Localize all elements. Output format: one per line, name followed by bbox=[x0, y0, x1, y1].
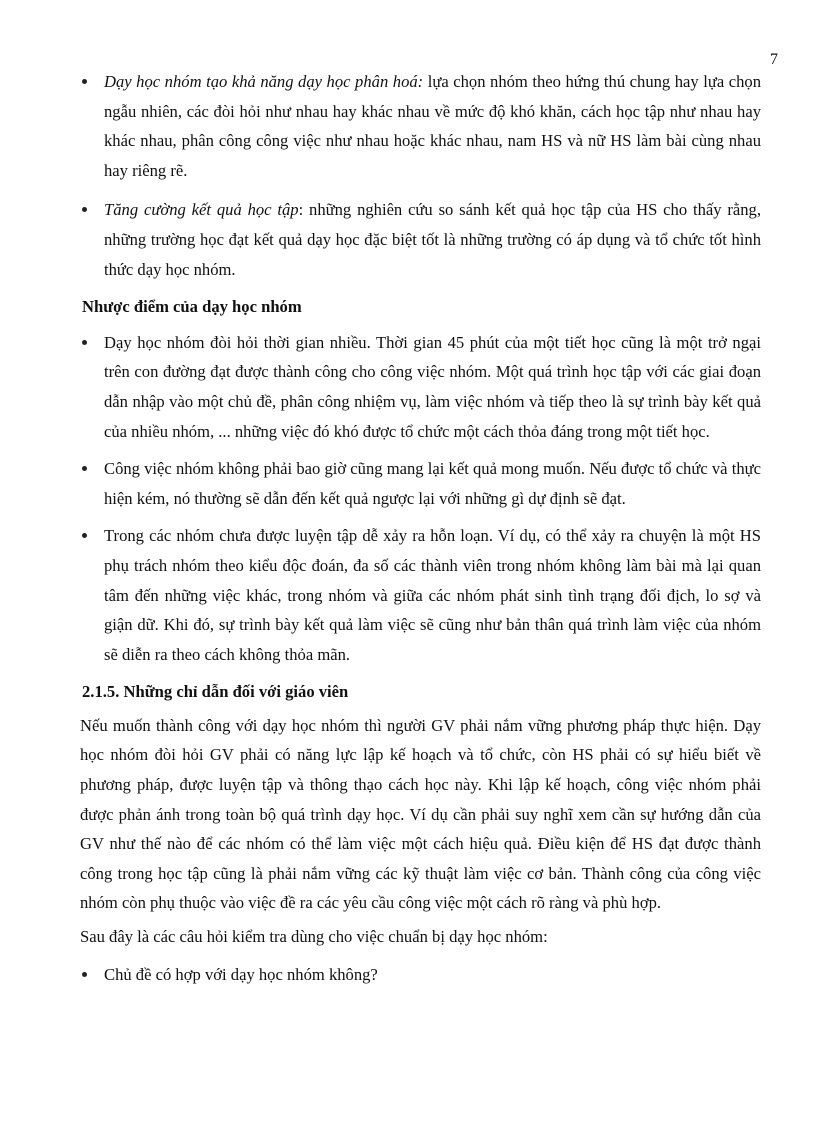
advantage-item bbox=[82, 195, 761, 284]
section-heading: 2.1.5. Những chỉ dẫn đối với giáo viên bbox=[82, 682, 349, 702]
disadvantage-item bbox=[82, 454, 761, 513]
checklist-text: Chủ đề có hợp với dạy học nhóm không? bbox=[104, 964, 378, 984]
bullet-icon bbox=[82, 79, 87, 84]
disadvantages-heading: Nhược điểm của dạy học nhóm bbox=[82, 297, 302, 317]
page-number: 7 bbox=[770, 51, 778, 68]
bullet-icon bbox=[82, 972, 87, 977]
section-paragraph: Nếu muốn thành công với dạy học nhóm thì người GV phải nắm vững phương pháp thực hiện. Dạy học nhóm đòi hỏi GV phải có năng lực lập kế hoạch và tổ chức, còn HS phải có sự hiểu biết về phương pháp, được luyện tập và thông thạo cách học này. Khi lập kế hoạch, công việc nhóm phải được phản ánh trong toàn bộ quá trình dạy học. Ví dụ cần phải suy nghĩ xem cần sự hướng dẫn của GV như thế nào để các nhóm có thể làm việc một cách hiệu quả. Điều kiện để HS đạt được thành công trong học tập cũng là phải nắm vững các kỹ thuật làm việc cơ bản. Thành công của công việc nhóm còn phụ thuộc vào việc đề ra các yêu cầu công việc một cách rõ ràng và phù hợp. bbox=[80, 715, 761, 913]
disadvantage-item bbox=[82, 328, 761, 446]
bullet-icon bbox=[82, 466, 87, 471]
advantage-item bbox=[82, 67, 761, 185]
checklist-intro: Sau đây là các câu hỏi kiểm tra dùng cho việc chuẩn bị dạy học nhóm: bbox=[80, 927, 548, 947]
advantage-lead: Tăng cường kết quả học tập bbox=[104, 200, 299, 220]
advantage-text: lựa chọn nhóm theo hứng thú chung hay lựa chọn ngẫu nhiên, các đòi hỏi như nhau hay khác nhau về mức độ khó khăn, cách học tập như nhau hay khác nhau, phân công công việc như nhau hoặc khác nhau, nam HS và nữ HS làm bài cùng nhau hay riêng rẽ. bbox=[104, 72, 762, 180]
advantage-lead: Dạy học nhóm tạo khả năng dạy học phân hoá: bbox=[104, 72, 424, 91]
disadvantage-item bbox=[82, 521, 761, 669]
page-content bbox=[82, 0, 761, 989]
advantage-text: : những nghiên cứu so sánh kết quả học tập của HS cho thấy rằng, những trường học đạt kết quả dạy học đặc biệt tốt là những trường có áp dụng và tổ chức tốt hình thức dạy học nhóm. bbox=[104, 200, 761, 279]
checklist-item bbox=[82, 960, 761, 990]
bullet-icon bbox=[82, 340, 87, 345]
disadvantage-text: Trong các nhóm chưa được luyện tập dễ xảy ra hỗn loạn. Ví dụ, có thể xảy ra chuyện là một HS phụ trách nhóm theo kiểu độc đoán, đa số các thành viên trong nhóm không làm bài mà lại quan tâm đến những việc khác, trong nhóm và giữa các nhóm phát sinh tình trạng đối địch, lo sợ và giận dữ. Khi đó, sự trình bày kết quả làm việc sẽ cũng như bản thân quá trình làm việc của nhóm sẽ diễn ra theo cách không thỏa mãn. bbox=[104, 526, 761, 664]
disadvantage-text: Dạy học nhóm đòi hỏi thời gian nhiều. Thời gian 45 phút của một tiết học cũng là một trở ngại trên con đường đạt được thành công cho công việc nhóm. Một quá trình học tập với các giai đoạn dẫn nhập vào một chủ đề, phân công nhiệm vụ, làm việc nhóm và tiếp theo là sự trình bày kết quả của nhiều nhóm, ... những việc đó khó được tổ chức một cách thỏa đáng trong một tiết học. bbox=[104, 332, 761, 441]
bullet-icon bbox=[82, 207, 87, 212]
disadvantage-text: Công việc nhóm không phải bao giờ cũng mang lại kết quả mong muốn. Nếu được tổ chức và thực hiện kém, nó thường sẽ dẫn đến kết quả ngược lại với những gì dự định sẽ đạt. bbox=[104, 459, 761, 508]
bullet-icon bbox=[82, 533, 87, 538]
